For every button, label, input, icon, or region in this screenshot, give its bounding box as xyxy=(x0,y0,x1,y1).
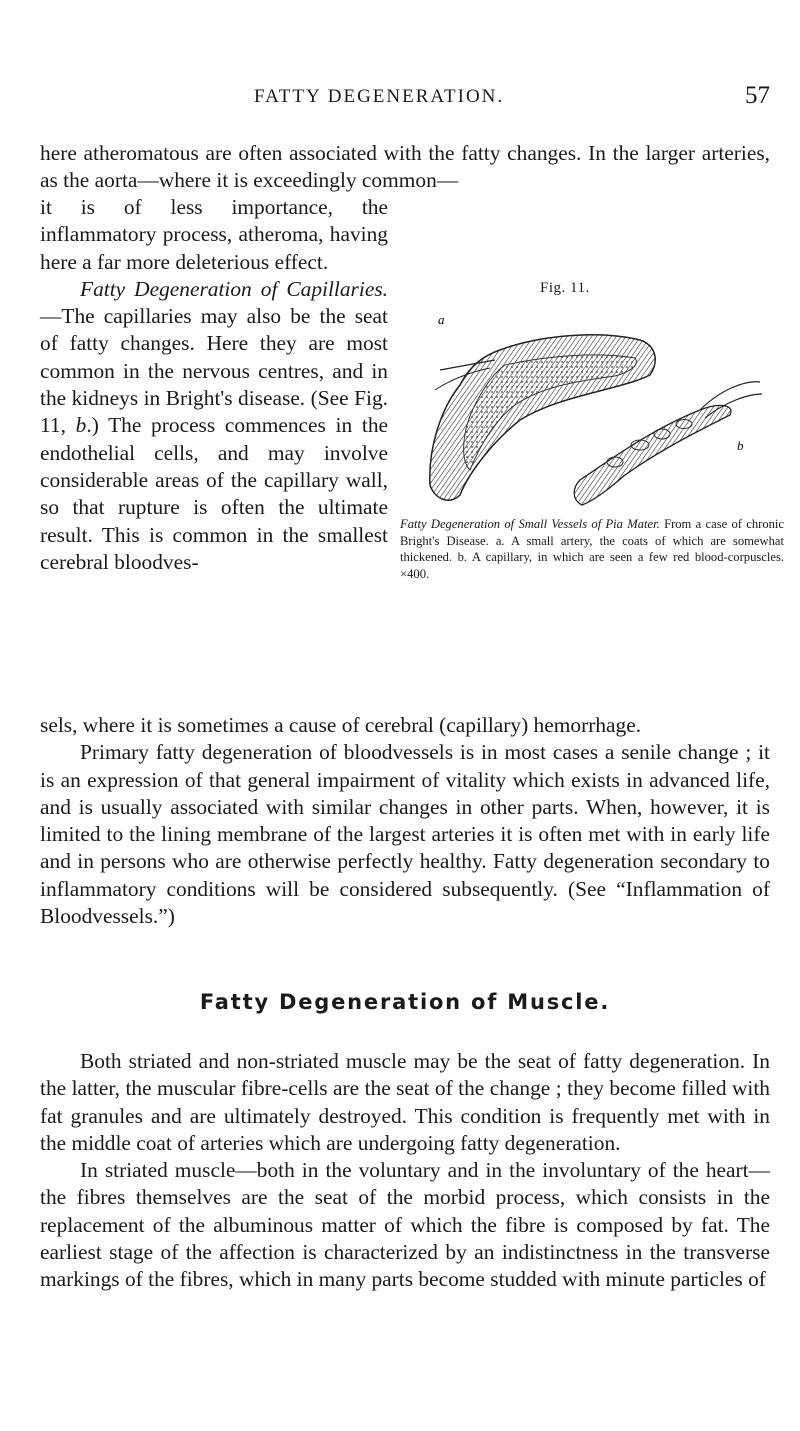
paragraph-text: sels, where it is sometimes a cause of cerebral (capillary) hemorrhage. xyxy=(40,713,642,737)
narrow-column xyxy=(40,194,388,576)
paragraph-text: Both striated and non-striated muscle may be the seat of fatty degeneration. In the latter, the muscular fibre-cells are the seat of the change ; they become filled with fat granules and are ultimately destroyed. This condition is frequently met with in the middle coat of arteries which are undergoing fatty degeneration. xyxy=(40,1049,770,1155)
page-number: 57 xyxy=(745,82,770,109)
running-head xyxy=(40,82,770,114)
section-heading: Fatty Degeneration of Muscle. xyxy=(199,990,611,1014)
running-head-title: FATTY DEGENERATION. xyxy=(254,86,505,107)
paragraph-text: it is of less importance, the inflammatory process, atheroma, having here a far more deleterious effect. xyxy=(40,195,388,274)
paragraph-text: Primary fatty degeneration of bloodvessels is in most cases a senile change ; it is an expression of that general impairment of vitality which exists in advanced life, and is usually associated with similar changes in other parts. When, however, it is limited to the lining membrane of the largest arteries it is often met with in early life and in persons who are otherwise perfectly healthy. Fatty degeneration secondary to inflammatory conditions will be considered subsequently. (See “Inflammation of Bloodvessels.”) xyxy=(40,740,770,929)
caption-text: From a case of chronic Bright's Disease. a. A small artery, the coats of which are somewhat thickened. b. A capillary, in which are seen a few red blood-corpuscles. ×400. xyxy=(400,517,784,581)
paragraph-text: —The capillaries may also be the seat of fatty changes. Here they are most common in the nervous centres, and in the kidneys in Bright's disease. (See Fig. 11, xyxy=(40,304,388,438)
paragraph-text: In striated muscle—both in the voluntary and in the involuntary of the heart—the fibres themselves are the seat of the morbid process, which consists in the replacement of the albuminous matter of which the fibre is composed by fat. The earliest stage of the affection is characterized by an indistinctness in the transverse markings of the fibres, which in many parts become studded with minute particles of xyxy=(40,1158,770,1292)
paragraph-continued-full xyxy=(40,140,770,195)
muscle-section-text xyxy=(40,1048,770,1294)
caption-title: Fatty Degeneration of Small Vessels of Pia Mater. xyxy=(400,517,660,531)
vessel-illustration xyxy=(400,310,780,510)
figure-label: Fig. 11. xyxy=(540,280,590,296)
paragraph-text: here atheromatous are often associated with the fatty changes. In the larger arteries, as the aorta—where it is exceedingly common— xyxy=(40,141,770,193)
capillary-b-drawing xyxy=(574,382,762,505)
figure-reference-letter: b xyxy=(75,413,87,438)
subsection-title: Fatty Degeneration of Capillaries. xyxy=(80,276,388,301)
paragraph-text: .) The process commences in the endothelial cells, and may involve considerable areas of the capillary wall, so that rupture is often the ultimate result. This is common in the smallest cerebral bloodves- xyxy=(40,413,389,574)
marker-b: b xyxy=(737,438,744,453)
figure-11 xyxy=(400,280,784,800)
capillaries-paragraph xyxy=(40,276,388,576)
figure-caption xyxy=(400,516,784,582)
marker-a: a xyxy=(438,312,445,327)
